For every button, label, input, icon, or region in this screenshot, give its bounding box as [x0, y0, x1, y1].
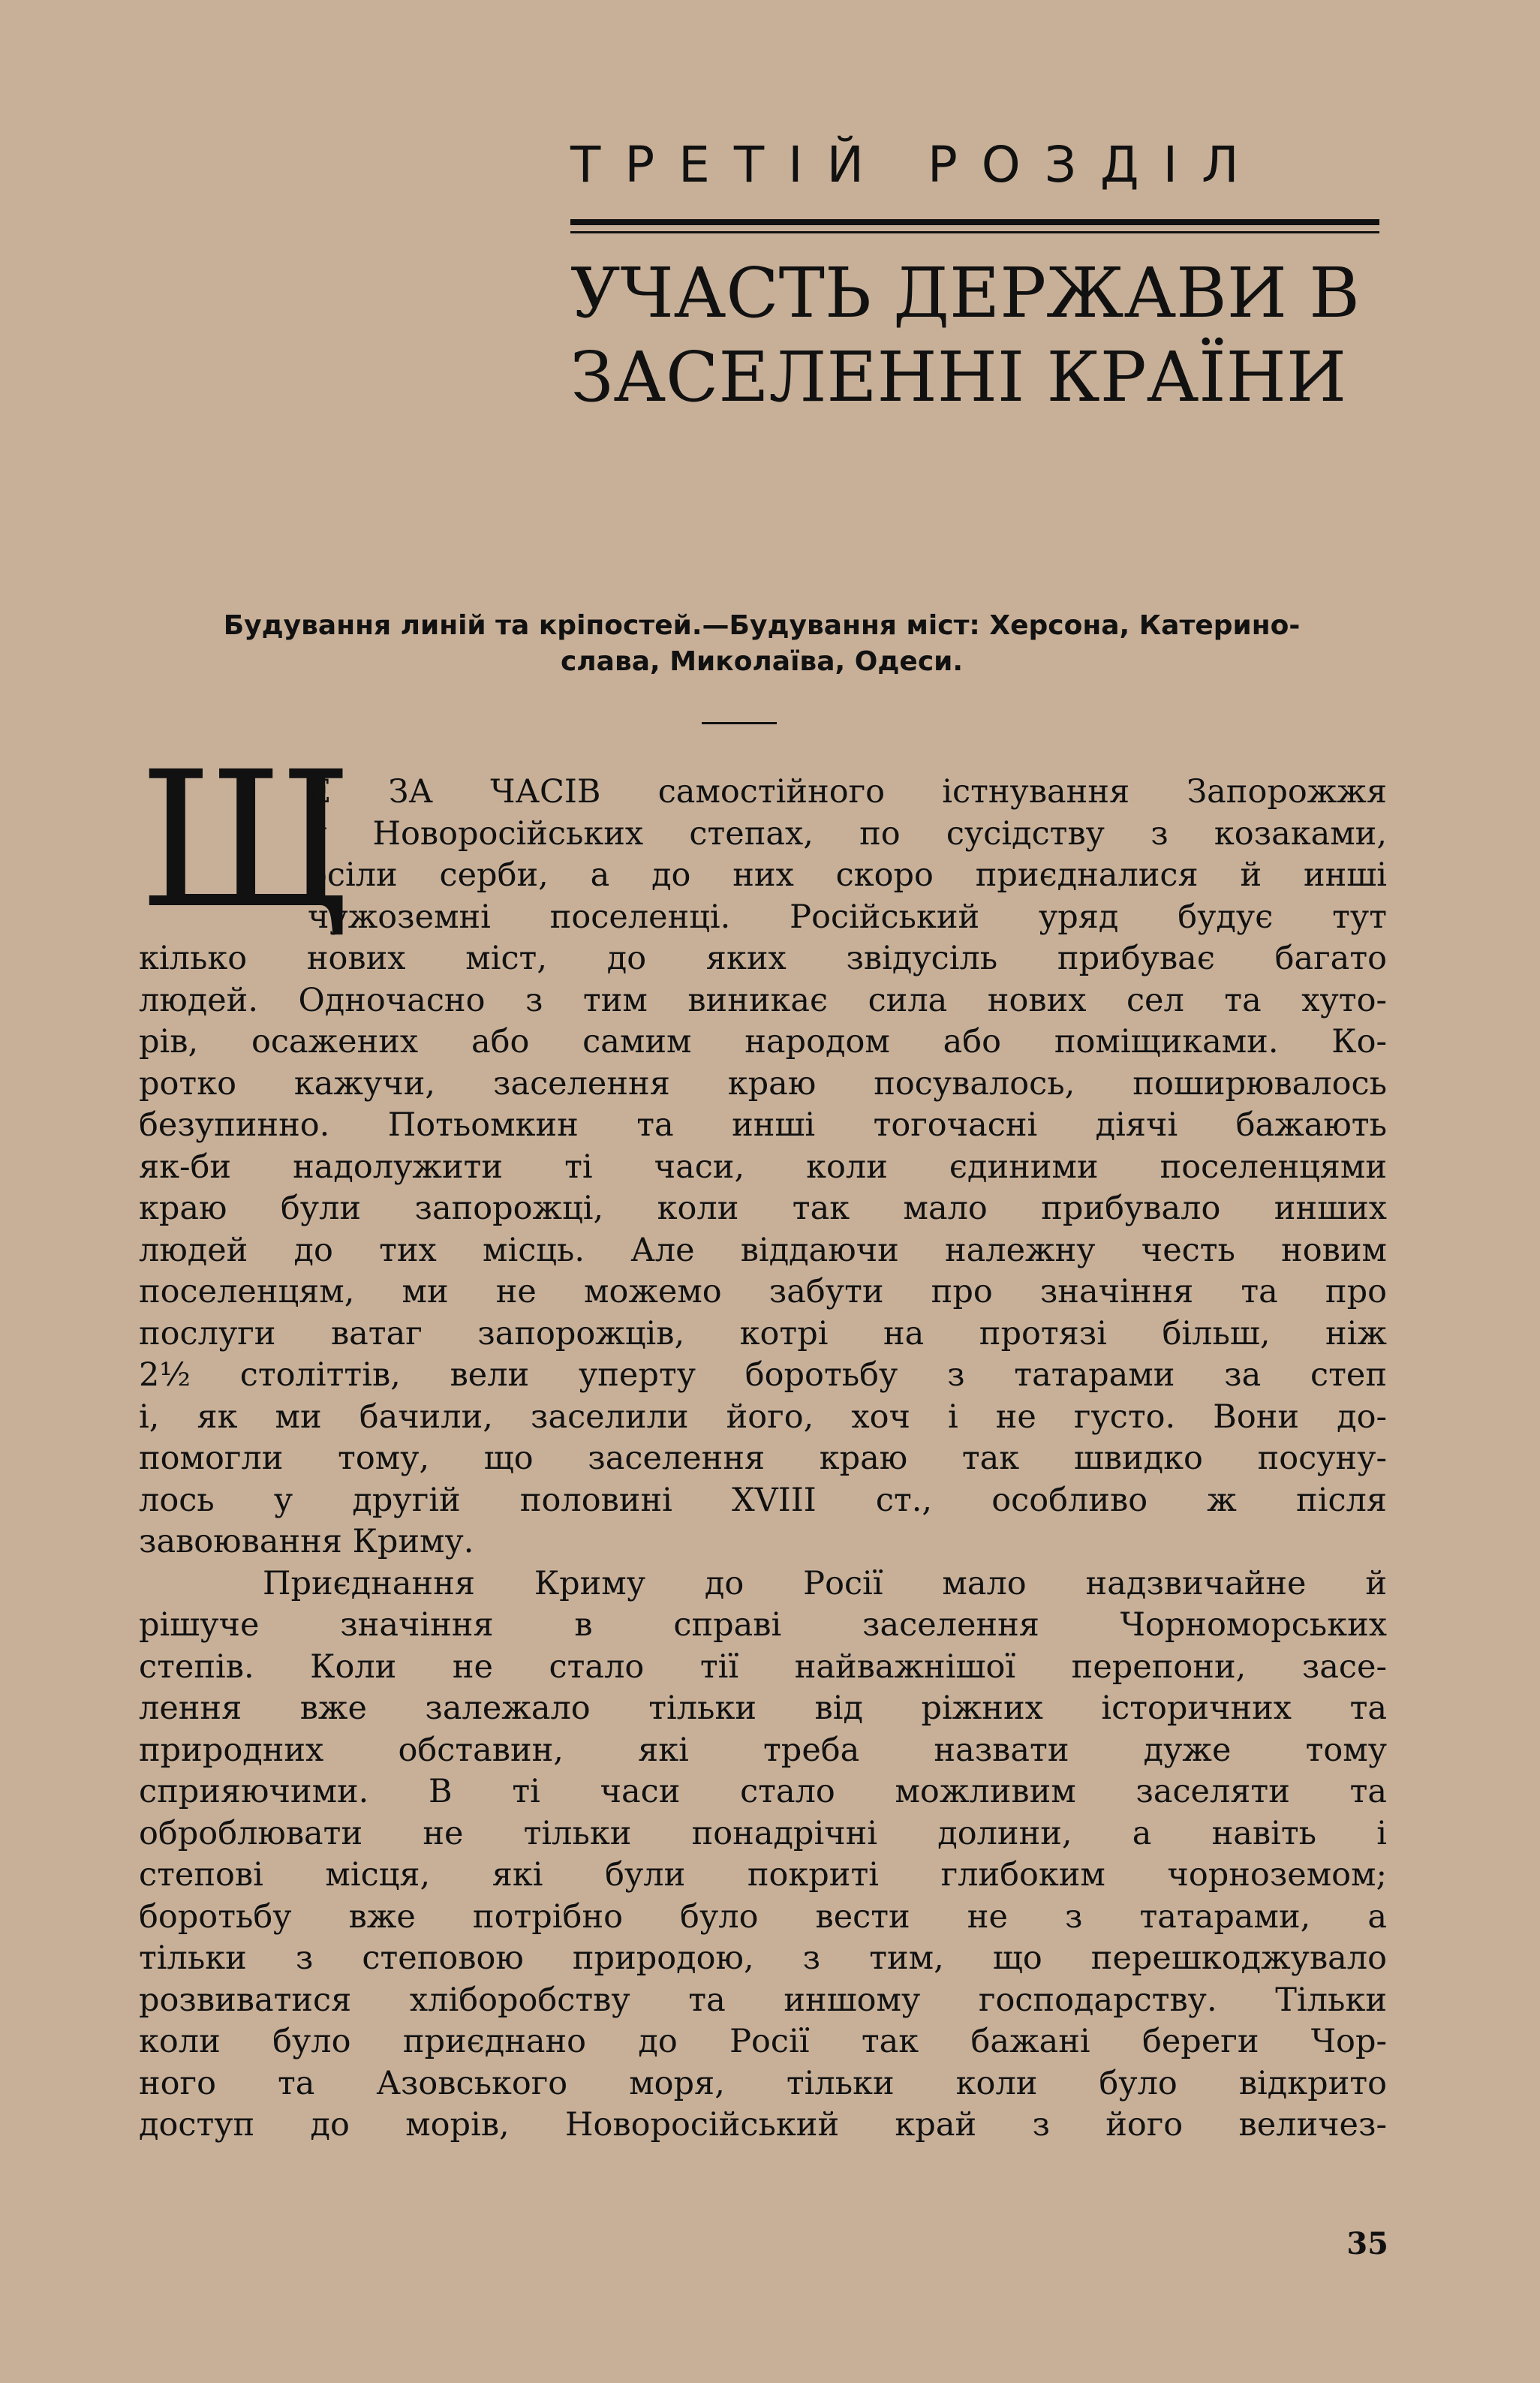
paragraph2-line: доступ до морів, Новоросійський край з його величез- — [139, 2106, 1387, 2144]
paragraph1-line: помогли тому, що заселення краю так швидко посуну- — [139, 1440, 1387, 1477]
paragraph2-line: Приєднання Криму до Росії мало надзвичайне й — [263, 1564, 1387, 1602]
paragraph2-line: лення вже залежало тільки від ріжних історичних та — [139, 1689, 1387, 1727]
summary-line: Будування линій та кріпостей.—Будування міст: Херсона, Катерино- — [223, 610, 1301, 641]
paragraph1-line: людей до тих місць. Але віддаючи належну честь новим — [139, 1231, 1387, 1269]
paragraph1-line: ротко кажучи, заселення краю посувалось, поширювалось — [139, 1064, 1387, 1103]
paragraph2-line: оброблювати не тільки понадрічні долини, а навіть і — [139, 1814, 1387, 1852]
title-rule-thick — [570, 219, 1379, 225]
paragraph2-line: рішуче значіння в справі заселення Чорноморських — [139, 1606, 1387, 1644]
chapter-title-line: УЧАСТЬ ДЕРЖАВИ В — [570, 253, 1360, 333]
drop-cap: Щ — [139, 731, 353, 949]
paragraph1-line: і, як ми бачили, заселили його, хоч і не густо. Вони до- — [139, 1398, 1387, 1436]
chapter-title — [570, 251, 1388, 420]
paragraph1-line: краю були запорожці, коли так мало прибувало инших — [139, 1190, 1387, 1227]
paragraph1-line: поселенцям, ми не можемо забути про значіння та про — [139, 1273, 1387, 1310]
paragraph1-line: Е ЗА ЧАСІВ самостійного істнування Запорожжя — [308, 773, 1387, 811]
paragraph1-line: рів, осажених або самим народом або поміщиками. Ко- — [139, 1023, 1387, 1061]
paragraph2-line: коли було приєднано до Росії так бажані береги Чор- — [139, 2023, 1387, 2060]
paragraph2-line: тільки з степовою природою, з тим, що перешкоджувало — [139, 1939, 1387, 1977]
chapter-label: ТРЕТІЙ РОЗДІЛ — [570, 136, 1263, 194]
paragraph1-line: як-би надолужити ті часи, коли єдиними поселенцями — [139, 1148, 1387, 1186]
paragraph2-line: природних обставин, які треба назвати дуже тому — [139, 1731, 1387, 1769]
summary-line: слава, Миколаїва, Одеси. — [560, 646, 964, 677]
paragraph1-line: 2½ століттів, вели уперту боротьбу з татарами за степ — [139, 1356, 1387, 1394]
chapter-summary — [139, 608, 1385, 680]
paragraph2-line: степів. Коли не стало тії найважнішої перепони, засе- — [139, 1647, 1387, 1686]
section-separator — [702, 722, 777, 724]
paragraph1-line: чужоземні поселенці. Російський уряд будує тут — [308, 898, 1387, 936]
page-number: 35 — [1346, 2226, 1388, 2261]
paragraph1-line: осіли серби, а до них скоро приєдналися й инші — [308, 856, 1387, 894]
paragraph1-line: безупинно. Потьомкин та инші тогочасні діячі бажають — [139, 1106, 1387, 1144]
paragraph1-line: завоювання Криму. — [139, 1523, 474, 1560]
chapter-title-line: ЗАСЕЛЕННІ КРАЇНИ — [570, 337, 1347, 417]
paragraph2-line: сприяючими. В ті часи стало можливим заселяти та — [139, 1773, 1387, 1810]
paragraph1-line: у Новоросійських степах, по сусідству з козаками, — [308, 814, 1387, 853]
paragraph2-line: ного та Азовського моря, тільки коли було відкрито — [139, 2064, 1387, 2102]
paragraph1-line: лось у другій половині XVIII ст., особливо ж після — [139, 1481, 1387, 1519]
paragraph2-line: боротьбу вже потрібно було вести не з татарами, а — [139, 1897, 1387, 1936]
paragraph2-line: степові місця, які були покриті глибоким чорноземом; — [139, 1856, 1387, 1894]
paragraph1-line: людей. Одночасно з тим виникає сила нових сел та хуто- — [139, 981, 1387, 1019]
paragraph1-line: кілько нових міст, до яких звідусіль прибуває багато — [139, 940, 1387, 977]
title-rule-thin — [570, 231, 1379, 233]
paragraph2-line: розвиватися хліборобству та иншому господарству. Тільки — [139, 1981, 1387, 2019]
paragraph1-line: послуги ватаг запорожців, котрі на протязі більш, ніж — [139, 1314, 1387, 1352]
